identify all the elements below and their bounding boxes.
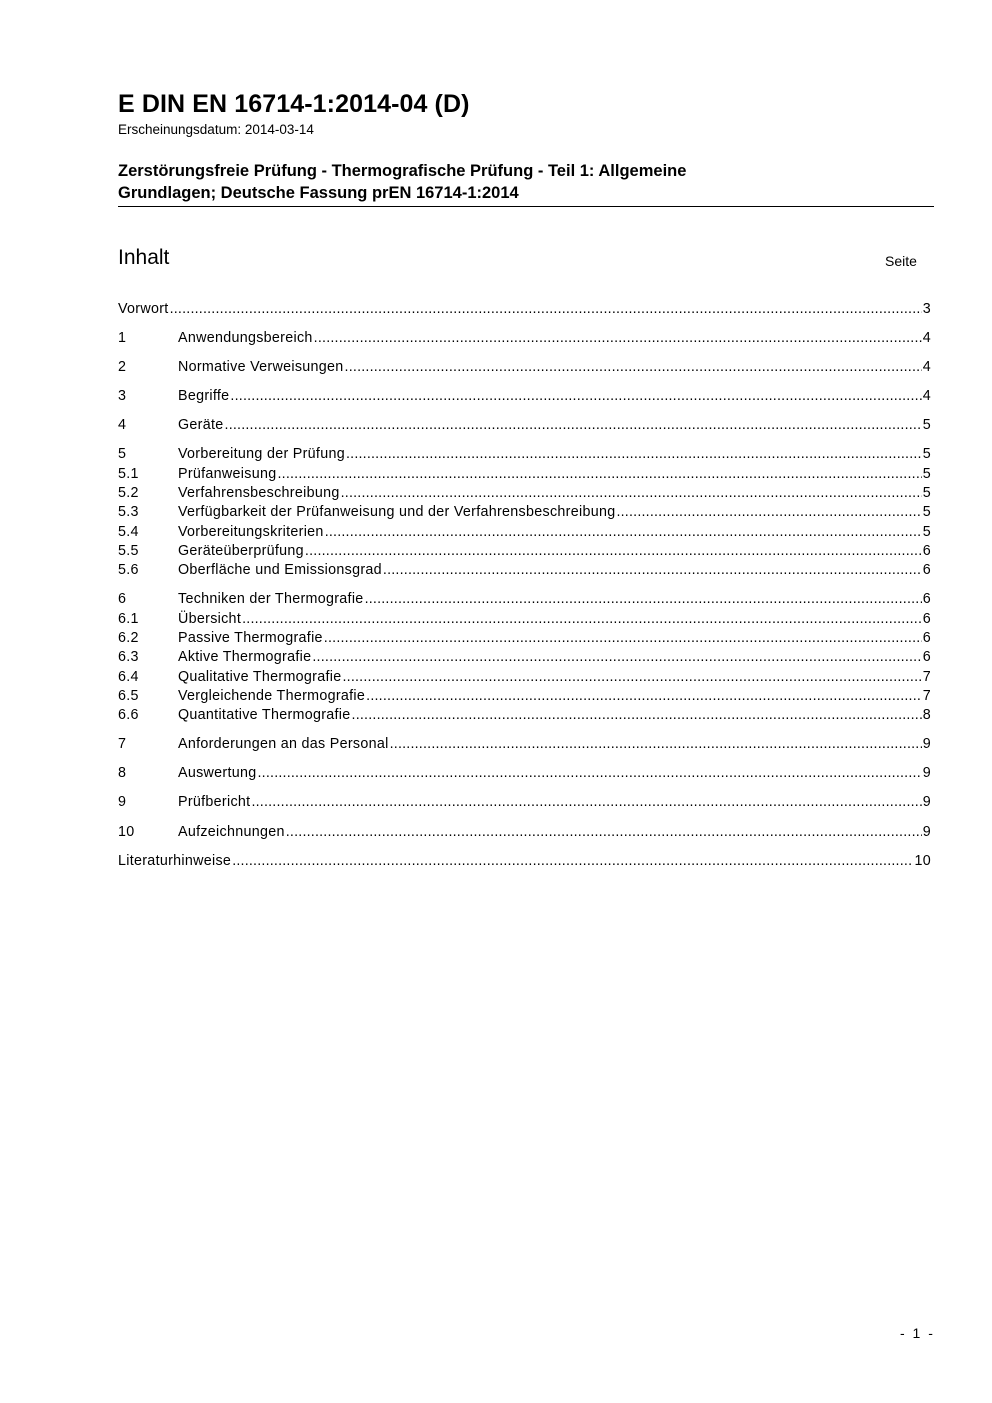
toc-entry-page: 9 xyxy=(922,736,931,753)
toc-entry-3[interactable] xyxy=(118,387,931,406)
subtitle-line-2: Grundlagen; Deutsche Fassung prEN 16714-1:2014 xyxy=(118,184,519,202)
toc-entry-page: 6 xyxy=(922,591,931,608)
toc-entry-number: 4 xyxy=(118,417,127,434)
toc-entry-number: 2 xyxy=(118,359,127,376)
toc-entry-number: 5.6 xyxy=(118,562,139,579)
toc-entry-number: 5.3 xyxy=(118,504,139,521)
toc-entry-label: Aktive Thermografie xyxy=(178,649,312,666)
toc-entry-6-5[interactable] xyxy=(118,687,931,706)
toc-entry-6-2[interactable] xyxy=(118,629,931,648)
toc-entry-5-3[interactable] xyxy=(118,503,931,522)
toc-dot-leader xyxy=(312,648,921,667)
toc-dot-leader xyxy=(352,706,922,725)
toc-entry-page: 6 xyxy=(922,562,931,579)
toc-entry-page: 5 xyxy=(922,417,931,434)
toc-entry-4[interactable] xyxy=(118,416,931,435)
toc-entry-label: Verfahrensbeschreibung xyxy=(178,485,340,502)
toc-entry-page: 7 xyxy=(922,668,931,685)
toc-entry-label: Übersicht xyxy=(178,610,242,627)
page-number: - 1 - xyxy=(900,1325,935,1341)
toc-entry-page: 5 xyxy=(922,485,931,502)
toc-entry-number: 8 xyxy=(118,765,127,782)
toc-entry-label: Prüfanweisung xyxy=(178,465,277,482)
toc-entry-number: 3 xyxy=(118,388,127,405)
toc-entry-label: Verfügbarkeit der Prüfanweisung und der Verfahrensbeschreibung xyxy=(178,504,616,521)
toc-entry-page: 3 xyxy=(922,301,931,317)
toc-entry-number: 5 xyxy=(118,446,127,463)
toc-dot-leader xyxy=(251,793,921,812)
toc-dot-leader xyxy=(341,484,922,503)
toc-dot-leader xyxy=(232,852,913,871)
toc-entry-page: 4 xyxy=(922,388,931,405)
toc-entry-label: Literaturhinweise xyxy=(118,852,232,869)
toc-entry-5-1[interactable] xyxy=(118,465,931,484)
toc-entry-page: 6 xyxy=(922,542,931,559)
toc-dot-leader xyxy=(390,735,922,754)
toc-entry-page: 6 xyxy=(922,649,931,666)
toc-entry-page: 10 xyxy=(914,852,931,869)
toc-entry-5-6[interactable] xyxy=(118,561,931,580)
toc-entry-literaturhinweise[interactable] xyxy=(118,852,931,871)
toc-entry-6-4[interactable] xyxy=(118,668,931,687)
toc-entry-6-3[interactable] xyxy=(118,648,931,667)
toc-entry-page: 5 xyxy=(922,504,931,521)
toc-entry-label: Passive Thermografie xyxy=(178,629,323,646)
toc-dot-leader xyxy=(324,629,922,648)
toc-dot-leader xyxy=(314,329,922,348)
toc-entry-5[interactable] xyxy=(118,445,931,464)
toc-entry-2[interactable] xyxy=(118,358,931,377)
toc-entry-1[interactable] xyxy=(118,329,931,348)
toc-entry-8[interactable] xyxy=(118,764,931,783)
toc-entry-number: 5.1 xyxy=(118,465,139,482)
document-subtitle xyxy=(118,160,918,204)
toc-dot-leader xyxy=(286,823,922,842)
toc-entry-page: 9 xyxy=(922,823,931,840)
toc-heading: Inhalt xyxy=(118,246,170,269)
toc-entry-label: Vergleichende Thermografie xyxy=(178,687,366,704)
toc-entry-label: Techniken der Thermografie xyxy=(178,591,364,608)
toc-entry-number: 6.6 xyxy=(118,707,139,724)
toc-entry-label: Vorbereitung der Prüfung xyxy=(178,446,345,463)
table-of-contents xyxy=(118,300,931,871)
toc-dot-leader xyxy=(277,465,921,484)
toc-entry-page: 9 xyxy=(922,765,931,782)
toc-entry-page: 8 xyxy=(922,707,931,724)
toc-entry-number: 6.2 xyxy=(118,629,139,646)
toc-dot-leader xyxy=(383,561,922,580)
toc-dot-leader xyxy=(345,358,922,377)
toc-entry-5-5[interactable] xyxy=(118,542,931,561)
toc-entry-5-2[interactable] xyxy=(118,484,931,503)
document-title: E DIN EN 16714-1:2014-04 (D) xyxy=(118,90,470,118)
toc-entry-number: 10 xyxy=(118,823,135,840)
toc-dot-leader xyxy=(616,503,921,522)
toc-entry-label: Oberfläche und Emissionsgrad xyxy=(178,562,382,579)
toc-entry-number: 5.4 xyxy=(118,523,139,540)
toc-entry-page: 9 xyxy=(922,794,931,811)
toc-dot-leader xyxy=(170,300,922,319)
toc-entry-label: Vorwort xyxy=(118,301,169,317)
toc-dot-leader xyxy=(230,387,921,406)
toc-entry-label: Begriffe xyxy=(178,388,230,405)
toc-entry-vorwort[interactable] xyxy=(118,300,931,319)
toc-entry-label: Anforderungen an das Personal xyxy=(178,736,389,753)
toc-entry-label: Geräteüberprüfung xyxy=(178,542,304,559)
toc-entry-page: 6 xyxy=(922,610,931,627)
toc-dot-leader xyxy=(258,764,922,783)
toc-entry-page: 5 xyxy=(922,465,931,482)
toc-dot-leader xyxy=(342,668,921,687)
toc-entry-number: 5.2 xyxy=(118,485,139,502)
toc-entry-number: 6.4 xyxy=(118,668,139,685)
toc-entry-page: 6 xyxy=(922,629,931,646)
subtitle-line-1: Zerstörungsfreie Prüfung - Thermografische Prüfung - Teil 1: Allgemeine xyxy=(118,162,687,180)
toc-page-column-label: Seite xyxy=(885,253,917,269)
toc-dot-leader xyxy=(365,590,922,609)
toc-entry-6-1[interactable] xyxy=(118,610,931,629)
toc-entry-5-4[interactable] xyxy=(118,523,931,542)
toc-entry-number: 6.3 xyxy=(118,649,139,666)
toc-dot-leader xyxy=(346,445,922,464)
title-divider xyxy=(118,206,934,207)
toc-entry-10[interactable] xyxy=(118,823,931,842)
toc-dot-leader xyxy=(325,523,922,542)
toc-entry-7[interactable] xyxy=(118,735,931,754)
toc-entry-page: 4 xyxy=(922,359,931,376)
toc-entry-page: 5 xyxy=(922,446,931,463)
toc-entry-page: 4 xyxy=(922,330,931,347)
toc-entry-6[interactable] xyxy=(118,590,931,609)
toc-entry-label: Aufzeichnungen xyxy=(178,823,285,840)
toc-dot-leader xyxy=(366,687,922,706)
toc-dot-leader xyxy=(242,610,922,629)
toc-dot-leader xyxy=(225,416,922,435)
toc-entry-number: 6.5 xyxy=(118,687,139,704)
toc-entry-page: 5 xyxy=(922,523,931,540)
toc-entry-label: Vorbereitungskriterien xyxy=(178,523,324,540)
toc-entry-6-6[interactable] xyxy=(118,706,931,725)
toc-entry-page: 7 xyxy=(922,687,931,704)
toc-entry-label: Normative Verweisungen xyxy=(178,359,344,376)
toc-entry-number: 1 xyxy=(118,330,127,347)
toc-entry-number: 9 xyxy=(118,794,127,811)
toc-entry-label: Geräte xyxy=(178,417,224,434)
toc-entry-number: 7 xyxy=(118,736,127,753)
toc-entry-number: 6.1 xyxy=(118,610,139,627)
toc-entry-label: Quantitative Thermografie xyxy=(178,707,351,724)
toc-entry-label: Anwendungsbereich xyxy=(178,330,313,347)
toc-entry-label: Prüfbericht xyxy=(178,794,251,811)
toc-entry-9[interactable] xyxy=(118,793,931,812)
publication-date: Erscheinungsdatum: 2014-03-14 xyxy=(118,122,314,137)
toc-entry-number: 6 xyxy=(118,591,127,608)
toc-entry-label: Qualitative Thermografie xyxy=(178,668,342,685)
toc-entry-label: Auswertung xyxy=(178,765,257,782)
toc-dot-leader xyxy=(305,542,922,561)
toc-entry-number: 5.5 xyxy=(118,542,139,559)
